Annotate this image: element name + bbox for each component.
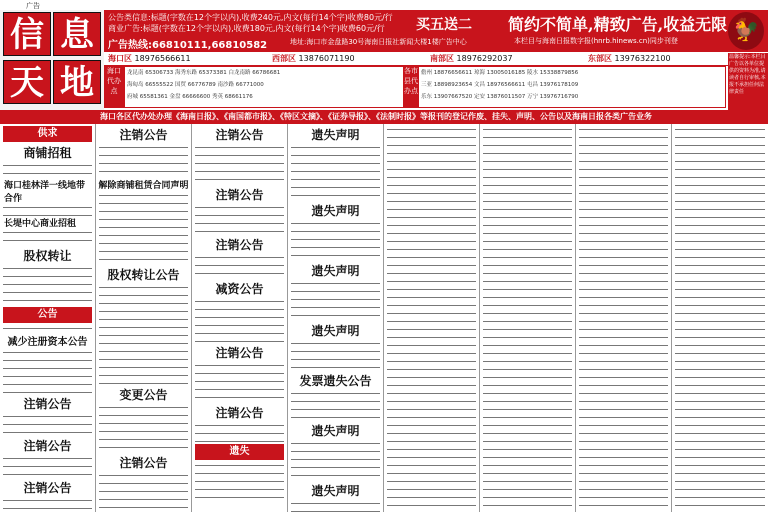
ad-body <box>195 204 284 234</box>
section-head-lost: 遗失 <box>195 444 284 460</box>
ad-body <box>99 472 188 512</box>
column-4 <box>288 124 384 512</box>
ad-body <box>3 204 92 216</box>
ad-body <box>291 144 380 200</box>
agent-line: 府城 65581361 金盘 66666600 秀英 68661176 <box>127 94 253 100</box>
ad-body <box>3 265 92 305</box>
ad-title: 注销公告 <box>215 346 264 360</box>
ad-title: 注销公告 <box>215 128 264 142</box>
price-line-2: 商业广告:标题(字数在12个字以内),收费180元,内文(每行14个字)收费60元/行 <box>108 24 385 33</box>
agent-tag-haikou: 海口代办点 <box>104 66 124 108</box>
ad-body <box>3 162 92 178</box>
ad-title: 遗失声明 <box>311 324 360 338</box>
ad-title: 解除商铺租赁合同声明 <box>98 181 189 191</box>
ad-body <box>291 390 380 420</box>
ad-body <box>99 192 188 264</box>
rooster-icon: 🐓 <box>728 12 764 50</box>
masthead-top <box>0 0 768 10</box>
column-5 <box>384 124 480 512</box>
brand-char-2: 息 <box>53 12 101 56</box>
section-head-notice: 公告 <box>3 307 92 323</box>
ad-body <box>291 440 380 480</box>
brand-char-1: 信 <box>3 12 51 56</box>
brand-char-3: 天 <box>3 60 51 104</box>
ad-body <box>579 126 668 510</box>
ad-title: 注销公告 <box>23 397 72 411</box>
section-head-supply: 供求 <box>3 126 92 142</box>
agent-line: 龙昆南 65306733 海秀东路 65373381 白龙南路 66786681 <box>127 70 281 76</box>
side-note: 温馨提示:本栏目广告以各单位提供的资料为准,请读者自行审核,本报不承担任何法律责任 <box>728 53 768 111</box>
column-3 <box>192 124 288 512</box>
ad-body <box>483 126 572 510</box>
column-2 <box>96 124 192 512</box>
ad-title: 长堤中心商业招租 <box>4 219 77 229</box>
office-east: 东部区 13976322100 <box>588 54 671 63</box>
ad-title: 变更公告 <box>119 388 168 402</box>
ad-title: 注销公告 <box>119 128 168 142</box>
ad-title: 遗失声明 <box>311 264 360 278</box>
ad-body <box>3 349 92 393</box>
ad-title: 减少注册资本公告 <box>7 337 88 348</box>
ad-title: 注销公告 <box>215 238 264 252</box>
ad-body <box>3 325 92 331</box>
ad-body <box>3 229 92 245</box>
address: 地址:海口市金盘路30号海南日报社新闻大楼1楼广告中心 <box>290 38 467 46</box>
column-7 <box>576 124 672 512</box>
ad-title: 发票遗失公告 <box>299 374 372 388</box>
agent-list-haikou <box>124 66 404 108</box>
ad-title: 注销公告 <box>215 188 264 202</box>
section-label: 广告 <box>26 2 40 10</box>
ad-body <box>3 455 92 477</box>
ad-title: 注销公告 <box>23 439 72 453</box>
slogan: 简约不简单,精致广告,收益无限 <box>508 15 728 34</box>
office-south: 南部区 18976292037 <box>430 54 513 63</box>
brand-char-4: 地 <box>53 60 101 104</box>
ad-body <box>3 497 92 512</box>
agent-line: 三亚 18898923654 文昌 18976566611 屯昌 13976178109 <box>421 82 579 88</box>
slogan-sub: 本栏目与海南日报数字报(hnrb.hinews.cn)同步刊登 <box>514 37 678 45</box>
agent-line: 儋州 18876656611 琼海 13005016185 陵水 15338879856 <box>421 70 579 76</box>
price-line-1: 公告类信息:标题(字数在12个字以内),收费240元,内文(每行14个字)收费80元/行 <box>108 13 393 22</box>
ad-body <box>291 340 380 370</box>
agent-line: 海甸岛 66555522 国贸 66776789 南沙路 66771000 <box>127 82 264 88</box>
ad-body <box>99 284 188 384</box>
ad-title: 注销公告 <box>23 481 72 495</box>
ad-body <box>291 280 380 320</box>
office-west: 西部区 13876071190 <box>272 54 355 63</box>
ad-body <box>99 144 188 176</box>
hotline: 广告热线:66810111,66810582 <box>108 40 268 51</box>
column-6 <box>480 124 576 512</box>
ad-title: 遗失声明 <box>311 204 360 218</box>
column-8 <box>672 124 768 512</box>
ad-title: 注销公告 <box>215 406 264 420</box>
promo-badge: 买五送二 <box>416 17 472 33</box>
agent-line: 乐东 13907667520 定安 13876011507 万宁 13976716790 <box>421 94 579 100</box>
ad-body <box>3 413 92 435</box>
ad-body <box>195 422 284 442</box>
ad-title: 股权转让 <box>23 249 72 263</box>
ad-title: 海口桂林洋一线地带合作 <box>4 181 86 204</box>
ad-body <box>291 500 380 512</box>
ad-body <box>675 126 765 510</box>
agent-list-counties <box>418 66 726 108</box>
ad-title: 遗失声明 <box>311 484 360 498</box>
ad-title: 商铺招租 <box>23 146 72 160</box>
column-supply <box>0 124 96 512</box>
ad-body <box>195 298 284 342</box>
ad-body <box>387 126 476 510</box>
agent-tag-counties: 各市县代办点 <box>404 66 418 108</box>
service-band: 海口各区代办处办理《海南日报》、《南国都市报》、《特区文摘》、《证券导报》、《法制时报》等报刊的登记作废、挂失、声明、公告以及海南日报各类广告业务 <box>0 110 768 124</box>
ad-title: 减资公告 <box>215 282 264 296</box>
ad-body <box>195 462 284 502</box>
ad-title: 遗失声明 <box>311 424 360 438</box>
ad-title: 遗失声明 <box>311 128 360 142</box>
ad-body <box>99 404 188 452</box>
ad-title: 注销公告 <box>119 456 168 470</box>
ad-body <box>195 144 284 184</box>
ad-body <box>195 254 284 278</box>
ad-body <box>195 362 284 402</box>
ad-title: 股权转让公告 <box>107 268 180 282</box>
ad-body <box>291 220 380 260</box>
office-haikou: 海口区 18976566611 <box>108 54 191 63</box>
